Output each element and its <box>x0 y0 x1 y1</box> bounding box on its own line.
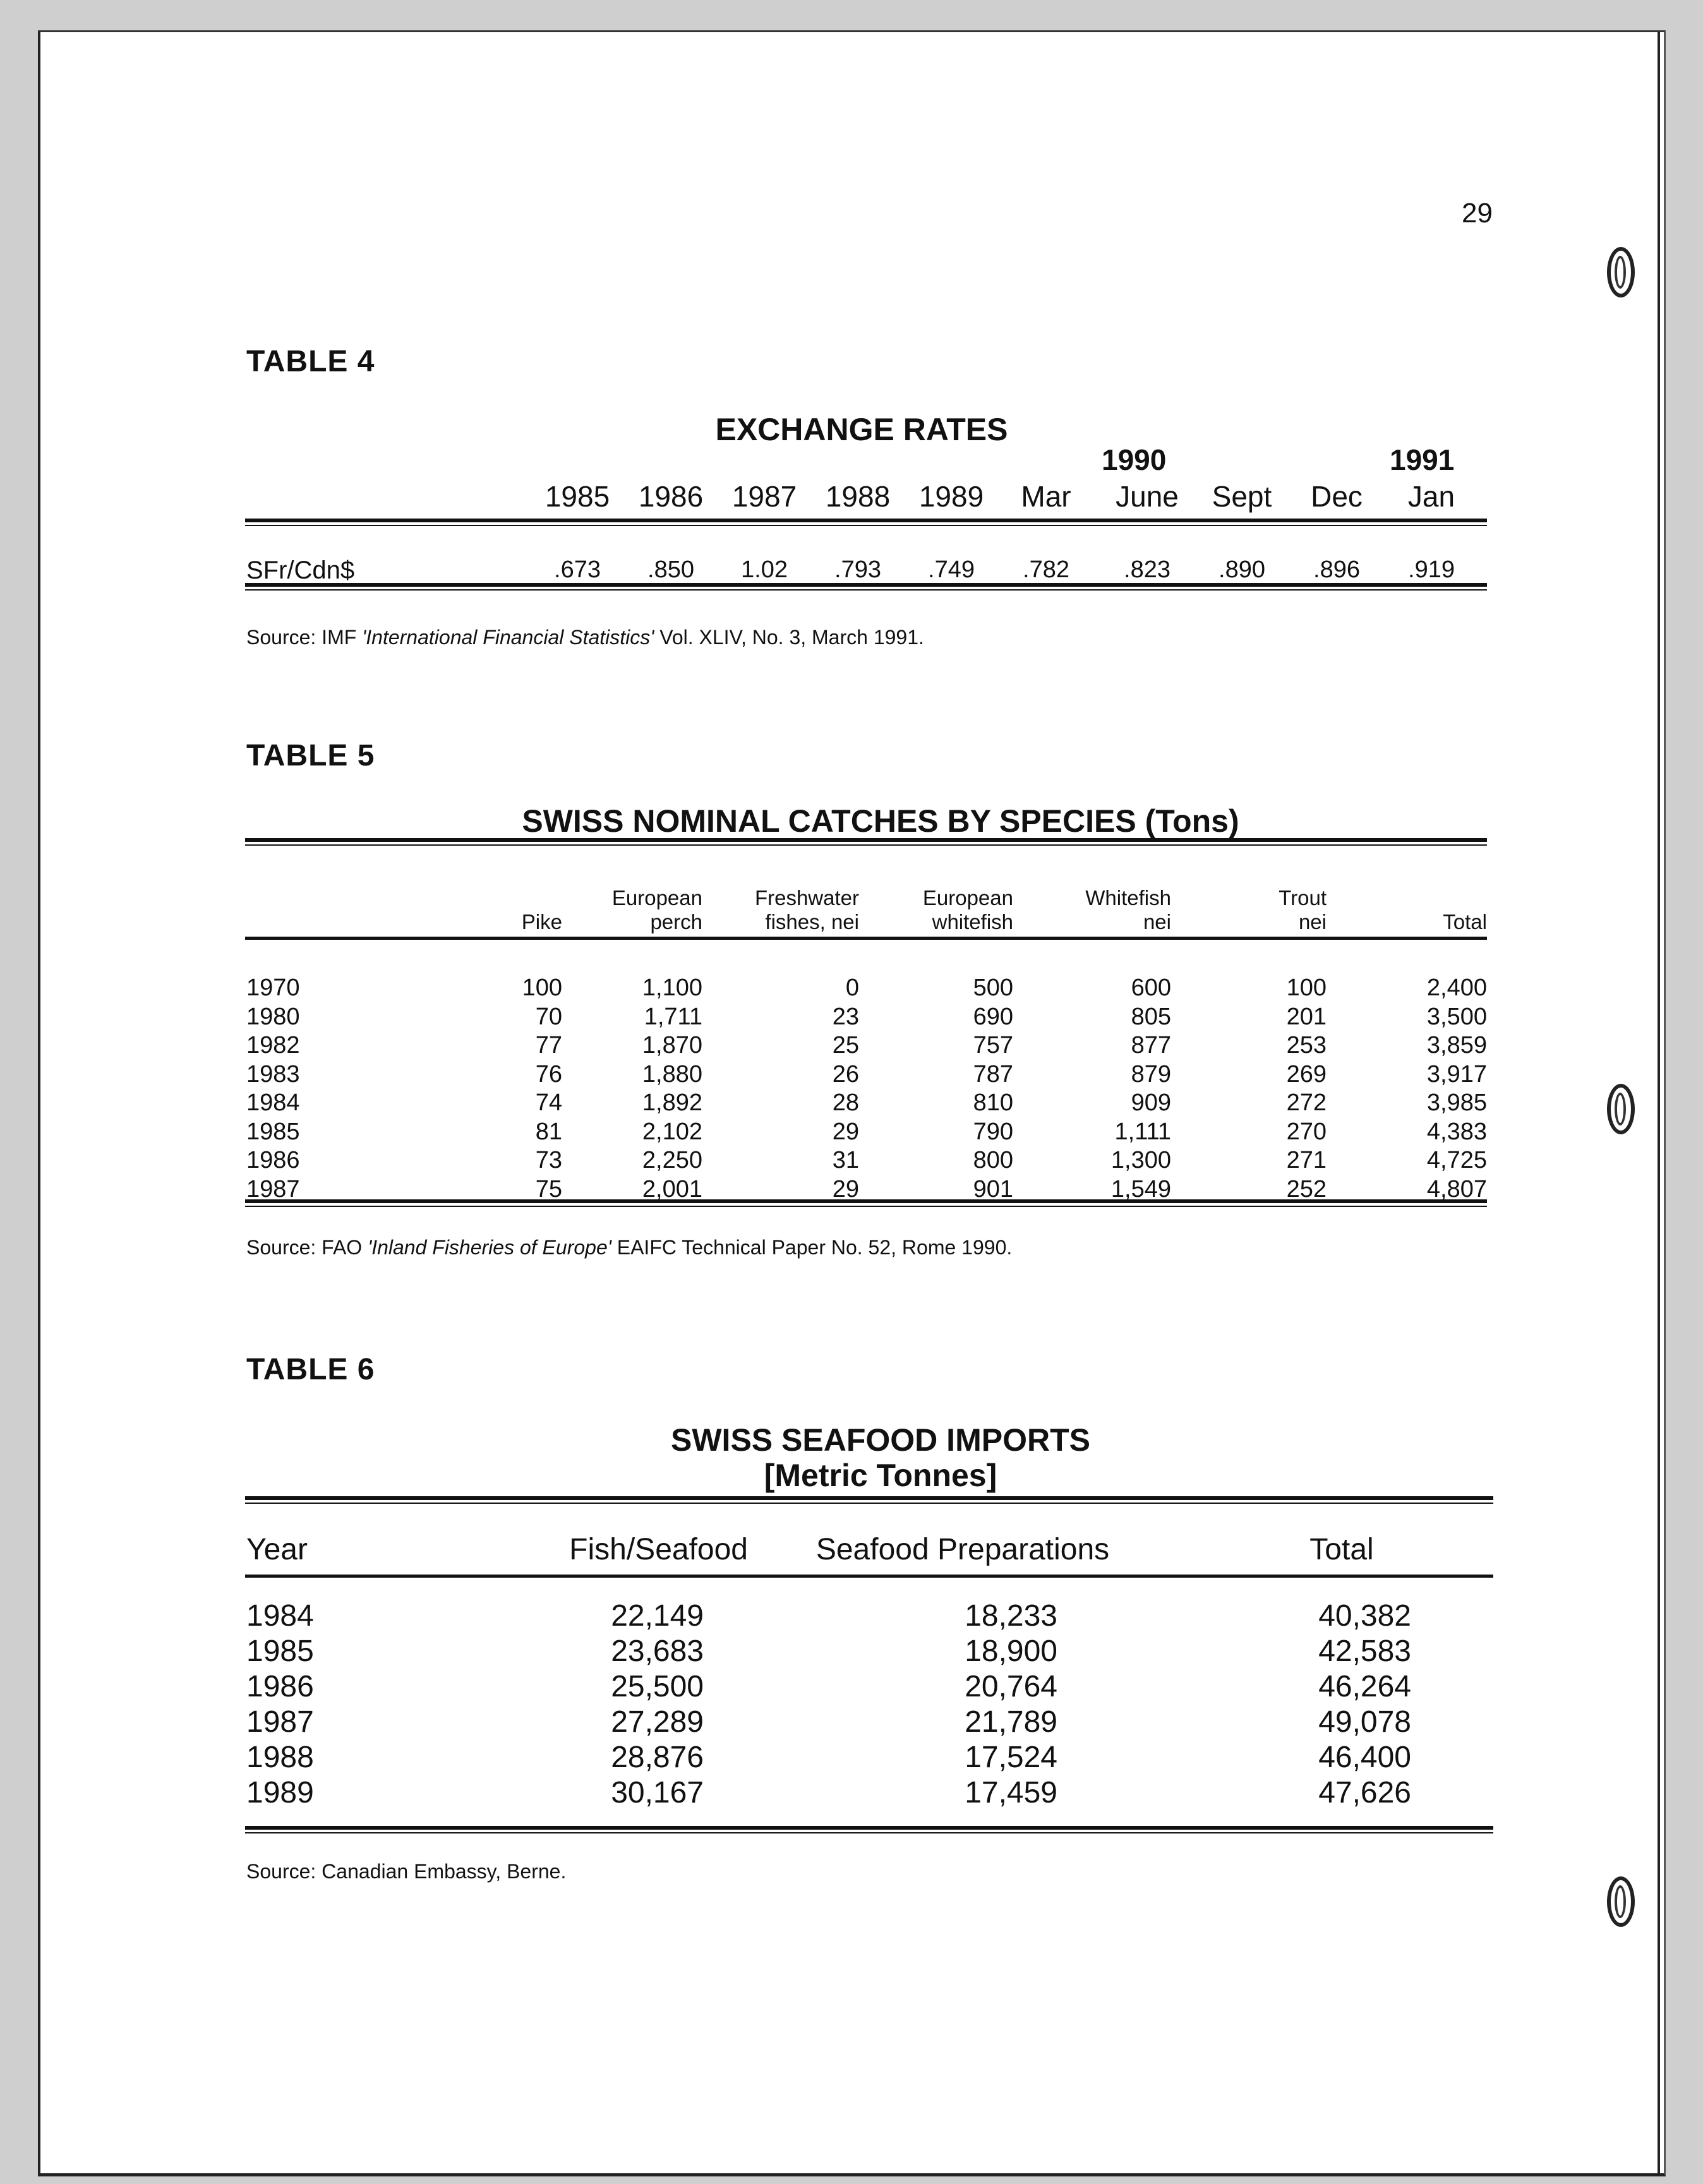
table6-cell: 25,500 <box>611 1670 704 1703</box>
table4-title: EXCHANGE RATES <box>715 412 1008 447</box>
table5-col-header-line2: nei <box>1143 910 1171 933</box>
table5-cell: 272 <box>1286 1089 1327 1116</box>
table6-cell: 17,524 <box>965 1741 1057 1774</box>
table5-col-header-line1: European <box>611 886 702 909</box>
table6-cell: 46,400 <box>1318 1741 1411 1774</box>
table6-cell: 28,876 <box>611 1741 704 1774</box>
table6-rule-top <box>245 1496 1493 1504</box>
table5-col-header-line1: Trout <box>1279 886 1327 909</box>
binder-hole-bottom <box>1607 1876 1635 1927</box>
table5-col-header-line2: fishes, nei <box>765 910 859 933</box>
table6-cell: 21,789 <box>965 1705 1057 1739</box>
table4-group-year-1991: 1991 <box>1390 443 1455 476</box>
table5-rule-top <box>245 838 1487 846</box>
table5-cell: 271 <box>1286 1147 1327 1173</box>
table6-col-header: Fish/Seafood <box>569 1533 748 1566</box>
table5-cell: 74 <box>535 1089 562 1116</box>
document-page <box>38 30 1666 2176</box>
table5-source: Source: FAO 'Inland Fisheries of Europe' EAIFC Technical Paper No. 52, Rome 1990. <box>246 1236 1013 1259</box>
table5-cell: 25 <box>832 1032 859 1059</box>
table6-rule-header <box>245 1575 1493 1578</box>
table4-cell: .919 <box>1408 556 1455 583</box>
table5-cell: 201 <box>1286 1003 1327 1030</box>
table5-cell: 1,711 <box>644 1003 702 1030</box>
table5-cell: 879 <box>1131 1060 1171 1088</box>
table5-cell: 3,500 <box>1426 1003 1487 1030</box>
table5-cell: 810 <box>973 1089 1013 1116</box>
table5-row-year: 1987 <box>246 1175 300 1203</box>
table5-cell: 600 <box>1131 975 1171 1001</box>
binder-hole-middle <box>1607 1084 1635 1134</box>
table4-cell: .793 <box>834 556 881 583</box>
table5-cell: 901 <box>973 1175 1013 1203</box>
table5-cell: 26 <box>832 1060 859 1088</box>
table4-cell: .673 <box>554 556 601 583</box>
table5-cell: 0 <box>845 975 859 1001</box>
table6-row-year: 1986 <box>246 1670 314 1703</box>
table4-source: Source: IMF 'International Financial Statistics' Vol. XLIV, No. 3, March 1991. <box>246 626 924 649</box>
table5-cell: 909 <box>1131 1089 1171 1116</box>
page-number: 29 <box>1462 198 1493 229</box>
table5-cell: 29 <box>832 1175 859 1203</box>
table5-cell: 1,549 <box>1110 1175 1171 1203</box>
table5-row-year: 1985 <box>246 1118 300 1145</box>
table5-cell: 1,111 <box>1114 1118 1171 1145</box>
table5-cell: 500 <box>973 975 1013 1001</box>
table5-cell: 1,870 <box>642 1032 702 1059</box>
table4-group-year-1990: 1990 <box>1102 443 1167 476</box>
table5-cell: 2,102 <box>642 1118 702 1145</box>
table5-rule-header <box>245 937 1487 940</box>
table4-cell: .749 <box>928 556 975 583</box>
table6-cell: 17,459 <box>965 1776 1057 1809</box>
table5-cell: 805 <box>1131 1003 1171 1030</box>
table6-row-year: 1985 <box>246 1635 314 1668</box>
table5-col-header-line1: European <box>922 886 1013 909</box>
table5-cell: 790 <box>973 1118 1013 1145</box>
table5-row-year: 1982 <box>246 1032 300 1059</box>
table6-cell: 22,149 <box>611 1599 704 1633</box>
table5-cell: 3,859 <box>1426 1032 1487 1059</box>
table5-cell: 253 <box>1286 1032 1327 1059</box>
table5-row-year: 1986 <box>246 1147 300 1173</box>
table6-cell: 42,583 <box>1318 1635 1411 1668</box>
table6-row-year: 1987 <box>246 1705 314 1739</box>
table4-cell: .850 <box>647 556 694 583</box>
table5-cell: 70 <box>535 1003 562 1030</box>
table5-col-header-line1: Whitefish <box>1085 886 1171 909</box>
table5-cell: 28 <box>832 1089 859 1116</box>
table6-title-line1: SWISS SEAFOOD IMPORTS <box>671 1422 1090 1458</box>
table6-col-header: Total <box>1309 1533 1374 1566</box>
table5-cell: 4,725 <box>1426 1147 1487 1173</box>
table5-cell: 1,100 <box>642 975 702 1001</box>
table6-row-year: 1984 <box>246 1599 314 1633</box>
table4-cell: 1.02 <box>741 556 788 583</box>
binder-hole-top <box>1607 247 1635 297</box>
table5-cell: 252 <box>1286 1175 1327 1203</box>
page-right-edge <box>1658 32 1660 2173</box>
table4-col-header: Sept <box>1212 480 1272 513</box>
table5-col-header-line2: nei <box>1298 910 1327 933</box>
table5-cell: 1,892 <box>642 1089 702 1116</box>
table6-cell: 23,683 <box>611 1635 704 1668</box>
table6-label: TABLE 6 <box>246 1353 375 1386</box>
table5-row-year: 1970 <box>246 975 300 1001</box>
table5-cell: 1,880 <box>642 1060 702 1088</box>
table4-col-header: Dec <box>1311 480 1363 513</box>
table4-col-header: Mar <box>1021 480 1071 513</box>
table4-rule-bottom <box>245 583 1487 591</box>
table5-cell: 23 <box>832 1003 859 1030</box>
table5-col-header-line2: Total <box>1443 910 1487 933</box>
table6-col-header: Year <box>246 1533 308 1566</box>
table5-cell: 270 <box>1286 1118 1327 1145</box>
table4-row-label: SFr/Cdn$ <box>246 556 355 584</box>
table5-cell: 75 <box>535 1175 562 1203</box>
table6-row-year: 1988 <box>246 1741 314 1774</box>
table5-cell: 1,300 <box>1110 1147 1171 1173</box>
table4-col-header: 1989 <box>918 480 984 513</box>
table5-cell: 31 <box>832 1147 859 1173</box>
table5-cell: 2,400 <box>1426 975 1487 1001</box>
table4-col-header: 1985 <box>545 480 610 513</box>
table6-cell: 18,233 <box>965 1599 1057 1633</box>
table5-cell: 4,383 <box>1426 1118 1487 1145</box>
table4-cell: .896 <box>1313 556 1360 583</box>
table6-title-line2: [Metric Tonnes] <box>764 1458 997 1493</box>
table6-source: Source: Canadian Embassy, Berne. <box>246 1860 567 1883</box>
table6-cell: 27,289 <box>611 1705 704 1739</box>
table5-cell: 690 <box>973 1003 1013 1030</box>
table5-cell: 3,917 <box>1426 1060 1487 1088</box>
table5-cell: 81 <box>535 1118 562 1145</box>
table6-row-year: 1989 <box>246 1776 314 1809</box>
table5-cell: 100 <box>522 975 562 1001</box>
table6-cell: 47,626 <box>1318 1776 1411 1809</box>
table6-cell: 40,382 <box>1318 1599 1411 1633</box>
table5-row-year: 1984 <box>246 1089 300 1116</box>
table6-cell: 18,900 <box>965 1635 1057 1668</box>
table5-cell: 29 <box>832 1118 859 1145</box>
table5-cell: 269 <box>1286 1060 1327 1088</box>
table6-cell: 46,264 <box>1318 1670 1411 1703</box>
table5-label: TABLE 5 <box>246 739 375 772</box>
table6-cell: 30,167 <box>611 1776 704 1809</box>
table4-rule-top <box>245 519 1487 526</box>
table4-col-header: 1988 <box>825 480 891 513</box>
table5-cell: 757 <box>973 1032 1013 1059</box>
table6-rule-bottom <box>245 1826 1493 1833</box>
table5-title: SWISS NOMINAL CATCHES BY SPECIES (Tons) <box>522 803 1239 839</box>
table5-cell: 800 <box>973 1147 1013 1173</box>
table5-cell: 100 <box>1286 975 1327 1001</box>
table4-col-header: 1987 <box>731 480 797 513</box>
table5-cell: 877 <box>1131 1032 1171 1059</box>
table4-cell: .823 <box>1124 556 1170 583</box>
table6-cell: 20,764 <box>965 1670 1057 1703</box>
table5-row-year: 1980 <box>246 1003 300 1030</box>
table5-row-year: 1983 <box>246 1060 300 1088</box>
table5-cell: 4,807 <box>1426 1175 1487 1203</box>
table6-cell: 49,078 <box>1318 1705 1411 1739</box>
table5-rule-bottom <box>245 1199 1487 1207</box>
table6-col-header: Seafood Preparations <box>815 1533 1110 1566</box>
table4-cell: .890 <box>1219 556 1265 583</box>
table5-col-header-line2: Pike <box>521 910 562 933</box>
table5-col-header-line2: whitefish <box>932 910 1013 933</box>
table5-cell: 3,985 <box>1426 1089 1487 1116</box>
table5-cell: 2,001 <box>642 1175 702 1203</box>
table5-cell: 787 <box>973 1060 1013 1088</box>
table5-cell: 73 <box>535 1147 562 1173</box>
table5-col-header-line1: Freshwater <box>754 886 859 909</box>
table5-cell: 76 <box>535 1060 562 1088</box>
table5-cell: 77 <box>535 1032 562 1059</box>
table5-cell: 2,250 <box>642 1147 702 1173</box>
table4-cell: .782 <box>1023 556 1069 583</box>
table4-col-header: Jan <box>1407 480 1455 513</box>
table5-col-header-line2: perch <box>650 910 702 933</box>
table4-label: TABLE 4 <box>246 345 375 378</box>
table4-col-header: June <box>1116 480 1179 513</box>
table4-col-header: 1986 <box>638 480 704 513</box>
